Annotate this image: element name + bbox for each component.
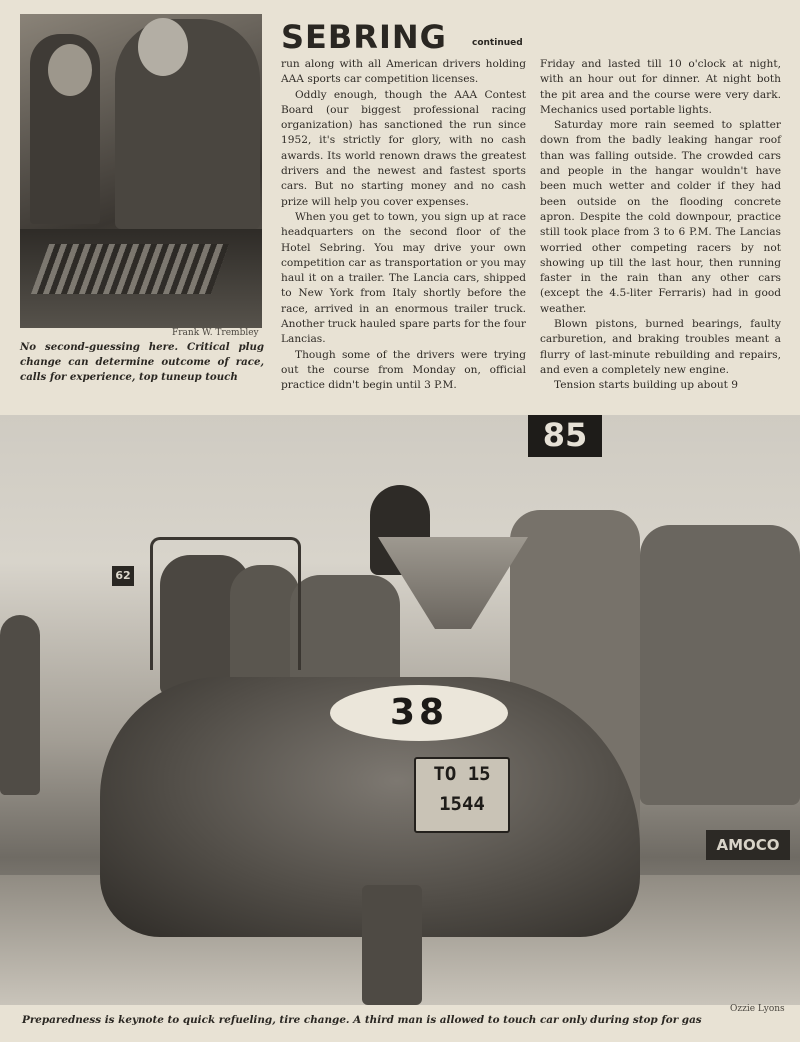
photo-caption-top: No second-guessing here. Critical plug change can determine outcome of race, calls for experience, top tuneup touch [20,341,264,383]
paragraph: Saturday more rain seemed to splatter down from the badly leaking hangar roof than was falling outside. The crowded cars and people in the hangar wouldn't have been much wetter and colder if they had been outside on the flooding concrete apron. Despite the cold downpour, practice still took place from 3 to 6 P.M. The Lancias worried other competing racers by not showing up till the last hour, then running faster in the rain than any other cars (except the 4.5-liter Ferraris) had in good weather. [540,119,781,315]
paragraph: Friday and lasted till 10 o'clock at night, with an hour out for dinner. At night both the pit area and the course were very dark. Mechanics used portable lights. [540,58,781,116]
car-number-roundel: 38 [330,685,508,741]
paragraph: Though some of the drivers were trying out the course from Monday on, official practice didn't begin until 3 P.M. [281,348,526,392]
pit-stop-photo [0,415,800,1005]
fuel-funnel [378,537,528,629]
license-plate [414,757,510,833]
headline: SEBRING [281,18,447,56]
plate-line-2: 1544 [439,793,485,815]
pole-number-sign: 62 [112,566,134,586]
continued-label: continued [472,38,523,48]
paragraph: When you get to town, you sign up at race headquarters on the second floor of the Hotel Sebring. You may drive your own competition car as transportation or you may haul it on a trailer. The Lancia cars, shipped to New York from Italy shortly before the race, arrived in an enormous trailer truck. Another truck hauled spare parts for the four Lancias. [281,210,526,346]
photo-credit-top: Frank W. Trembley [172,328,259,338]
paragraph: Oddly enough, though the AAA Contest Board (our biggest professional racing organization) has sanctioned the run since 1952, it's strictly for glory, with no cash awards. Its world renown draws the greatest drivers and the newest and fastest sports cars. But no starting money and no cash prize will help you cover expenses. [281,88,526,208]
photo-caption-main: Preparedness is keynote to quick refueling, tire change. A third man is allowed to touch car only during stop for gas [22,1014,702,1026]
amoco-sign: AMOCO [706,830,790,860]
paragraph: run along with all American drivers holding AAA sports car competition licenses. [281,58,526,86]
plate-line-1: TO 15 [433,763,491,785]
paragraph: Blown pistons, burned bearings, faulty carburetion, and braking troubles meant a flurry of last-minute rebuilding and repairs, and even a completely new engine. [540,318,781,376]
paragraph: Tension starts building up about 9 [554,379,739,392]
pit-number-sign: 85 [528,415,602,457]
article-column-2 [540,57,781,394]
article-column-1 [281,57,526,394]
mechanic-photo [20,14,262,328]
photo-credit-main: Ozzie Lyons [730,1004,785,1014]
